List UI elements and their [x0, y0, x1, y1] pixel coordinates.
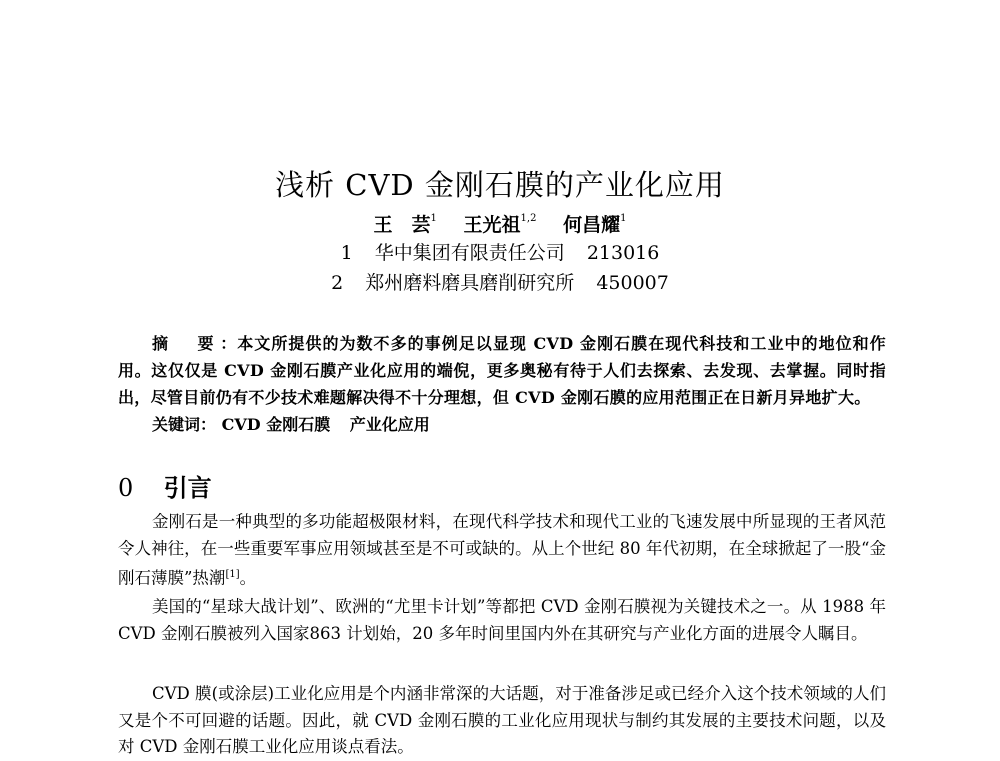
section-heading	[118, 472, 212, 504]
abstract-label: 摘 要	[152, 334, 221, 353]
abstract-text: ：本文所提供的为数不多的事例足以显现 CVD 金刚石膜在现代科技和工业中的地位和作用。这仅仅是 CVD 金刚石膜产业化应用的端倪，更多奥秘有待于人们去探索、去发现、去掌握。同时指出，尽管目前仍有不少技术难题解决得不十分理想，但 CVD 金刚石膜的应用范围正在日新月异地扩大。	[118, 334, 886, 407]
paragraph-text: 金刚石是一种典型的多功能超极限材料，在现代科学技术和现代工业的飞速发展中所显现的王者风范令人神往，在一些重要军事应用领域甚至是不可或缺的。从上个世纪 80 年代初期，在全球掀起了一股“金刚石薄膜”热潮	[118, 512, 886, 588]
keywords	[152, 412, 444, 438]
paper-title: 浅析 CVD 金刚石膜的产业化应用	[275, 168, 725, 202]
citation-ref: [1]	[225, 569, 240, 580]
body-paragraph	[118, 594, 886, 647]
author	[464, 214, 537, 236]
author-affil-marker: 1,2	[520, 213, 537, 224]
affiliation-postcode: 450007	[596, 272, 669, 294]
author-list	[0, 209, 1000, 238]
author-affil-marker: 1	[620, 213, 627, 224]
paragraph-text: CVD 膜(或涂层)工业化应用是个内涵非常深的大话题，对于准备涉足或已经介入这个技术领域的人们又是个不可回避的话题。因此，就 CVD 金刚石膜的工业化应用现状与制约其发展的主要技术问题，以及对 CVD 金刚石膜工业化应用谈点看法。	[118, 684, 886, 756]
keyword: CVD 金刚石膜	[221, 415, 331, 434]
body-paragraph	[118, 509, 886, 592]
keyword: 产业化应用	[349, 415, 430, 434]
affiliation	[0, 240, 1000, 266]
section-number: 0	[118, 474, 134, 502]
author	[374, 214, 437, 236]
affiliation-number: 1	[340, 242, 353, 264]
author-name: 何昌耀	[563, 214, 621, 237]
affiliation-name: 华中集团有限责任公司	[374, 242, 565, 264]
author	[563, 214, 626, 236]
author-name: 王 芸	[373, 214, 431, 237]
body-paragraph	[118, 681, 886, 761]
affiliation	[0, 270, 1000, 296]
affiliation-postcode: 213016	[586, 242, 660, 264]
author-name: 王光祖	[463, 214, 521, 237]
abstract	[118, 330, 886, 411]
affiliation-name: 郑州磨料磨具磨削研究所	[365, 272, 575, 294]
keywords-label: 关键词：	[152, 415, 217, 434]
section-title: 引言	[163, 473, 212, 502]
paragraph-tail: 。	[239, 568, 257, 588]
affiliation-number: 2	[331, 272, 344, 294]
author-affil-marker: 1	[430, 213, 437, 224]
paragraph-text: 美国的“星球大战计划”、欧洲的“尤里卡计划”等都把 CVD 金刚石膜视为关键技术之一。从 1988 年 CVD 金刚石膜被列入国家863 计划始，20 多年时间里国内外在其研究与产业化方面的进展令人瞩目。	[118, 597, 886, 643]
